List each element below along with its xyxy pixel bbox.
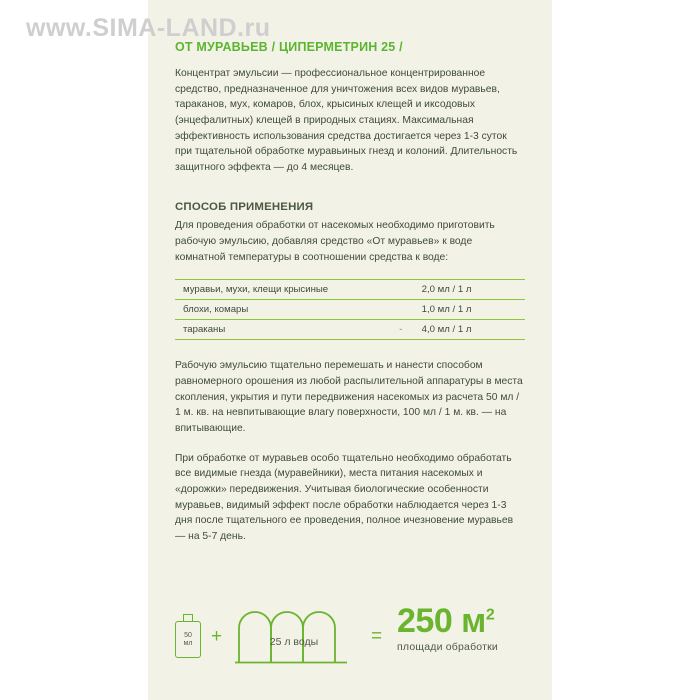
- ants-paragraph: При обработке от муравьев особо тщательно необходимо обработать все видимые гнезда (муравейники), места питания насекомых и «дорожки» передвижения. Учитывая биологические особенности муравьев, видимый эффект после обработки наблюдается через 1-3 дня после тщательного ее проведения, полное ичезновение муравьев — на 5-7 день.: [175, 452, 514, 542]
- coverage-caption: площади обработки: [397, 641, 498, 653]
- pest-name: блохи, комары: [183, 304, 249, 316]
- pest-mid: -: [399, 324, 403, 336]
- equals-sign: =: [371, 626, 383, 647]
- intro-paragraph: Концентрат эмульсии — профессиональное концентрированное средство, предназначенное для уничтожения всех видов муравьев, тараканов, мух, комаров, блох, крысиных клещей и иксодовых (энцефалитных) клещей в природных стациях. Максимальная эффективность использования средства достигается через 1-3 суток при тщательной обработке муравьиных гнезд и колоний. Длительность защитного эффекта — до 4 месяцев.: [175, 68, 518, 173]
- coverage-value: [397, 604, 537, 638]
- pest-mid: [386, 300, 416, 320]
- usage-intro-paragraph: Для проведения обработки от насекомых необходимо приготовить рабочую эмульсию, добавляя средство «От муравьев» к воде комнатной температуры в соотношении средства к воде:: [175, 220, 495, 263]
- label-content: [175, 40, 525, 558]
- table-row: [175, 320, 525, 340]
- product-label-card: [148, 0, 552, 700]
- pest-name: муравьи, мухи, клещи крысиные: [183, 284, 329, 296]
- table-row: [175, 300, 525, 320]
- section-title-usage: СПОСОБ ПРИМЕНЕНИЯ: [175, 201, 314, 214]
- watermark-text: www.SIMA-LAND.ru: [26, 14, 271, 42]
- dosage-table: [175, 279, 525, 340]
- bottle-body: [175, 621, 201, 658]
- tank-label: 25 л воды: [269, 636, 319, 648]
- plus-sign: +: [211, 626, 223, 647]
- product-name: ОТ МУРАВЬЕВ: [175, 40, 268, 54]
- dose-value: 4,0 мл / 1 л: [421, 324, 472, 336]
- coverage-number: 250 м: [397, 602, 486, 640]
- dose-value: 2,0 мл / 1 л: [421, 284, 472, 296]
- bottle-icon: [175, 614, 201, 658]
- bottle-volume: 50: [184, 632, 192, 639]
- coverage-exponent: 2: [485, 606, 495, 624]
- coverage-area: [397, 604, 537, 653]
- pest-name: тараканы: [183, 324, 226, 336]
- pest-mid: [386, 280, 416, 300]
- mixing-paragraph: Рабочую эмульсию тщательно перемешать и нанести способом равномерного орошения из любой распылительной аппаратуры в места скопления, укрытия и пути передвижения насекомых из расчета 50 мл / 1 м. кв. на невпитывающие влагу поверхности, 100 мл / 1 м. кв. — на впитывающие.: [175, 360, 523, 434]
- dose-value: 1,0 мл / 1 л: [421, 304, 472, 316]
- table-row: [175, 280, 525, 300]
- water-tank-icon: [235, 608, 353, 662]
- title-separator-2: /: [399, 40, 403, 54]
- active-ingredient: ЦИПЕРМЕТРИН 25: [278, 40, 396, 54]
- coverage-graphic: [175, 600, 535, 670]
- bottle-unit: мл: [183, 640, 193, 648]
- title-separator: /: [271, 40, 276, 54]
